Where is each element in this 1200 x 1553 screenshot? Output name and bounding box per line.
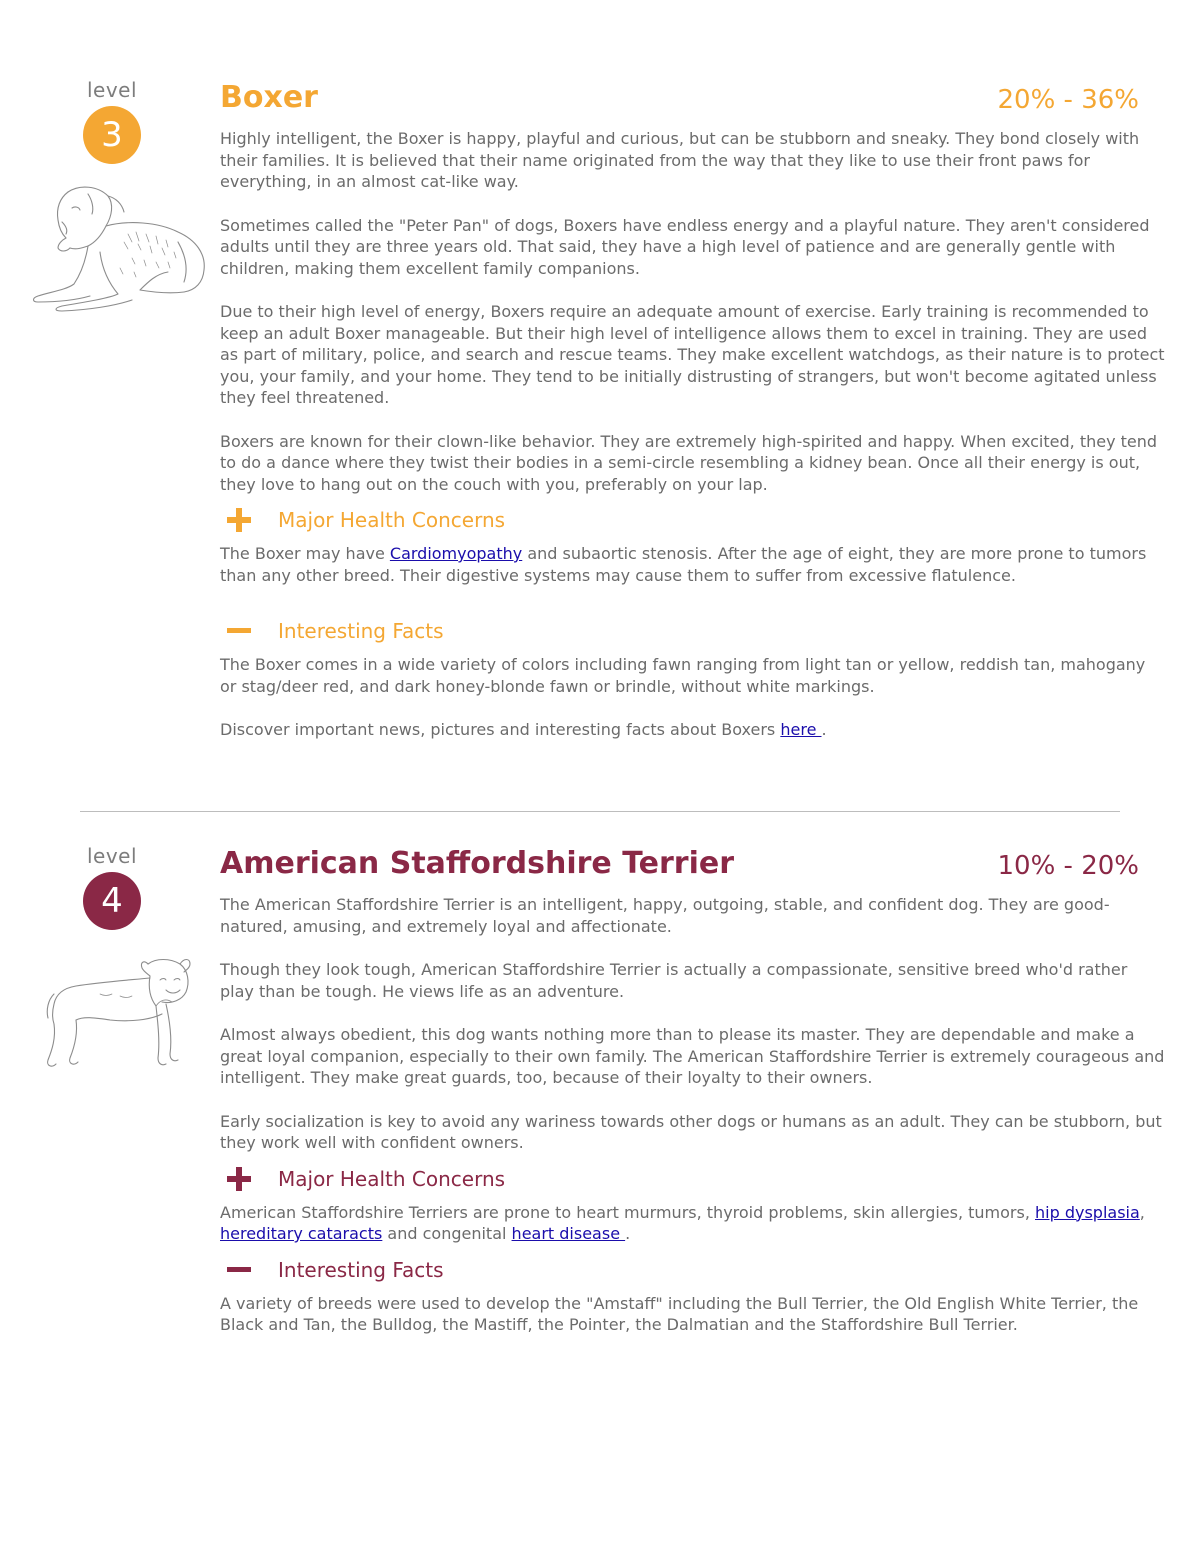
breed-title: American Staffordshire Terrier xyxy=(220,846,735,881)
level-badge: 4 xyxy=(83,872,141,930)
description-paragraph: Highly intelligent, the Boxer is happy, playful and curious, but can be stubborn and sneaky. They bond closely with their families. It is believed that their name originated from the way that they like to use their front paws for everything, in an almost cat-like way. xyxy=(220,129,1140,191)
health-text: , xyxy=(1139,1202,1145,1222)
level-label: level xyxy=(86,78,138,102)
health-concerns-title: Major Health Concerns xyxy=(278,508,506,532)
description-paragraph: Boxers are known for their clown-like behavior. They are extremely high-spirited and happy. When excited, they tend to do a dance where they twist their bodies in a semi-circle resembling a kidney bean. Once all their energy is out, they love to hang out on the couch with you, preferably on your lap. xyxy=(220,431,1158,494)
hereditary-cataracts-link[interactable]: hereditary cataracts xyxy=(220,1224,383,1243)
level-badge: 3 xyxy=(83,106,141,164)
interesting-facts-text: A variety of breeds were used to develop the "Amstaff" including the Bull Terrier, the Old English White Terrier, the Black and Tan, the Bulldog, the Mastiff, the Pointer, the Dalmatian and the Staffordshire Bull Terrier. xyxy=(220,1293,1139,1334)
here-link[interactable]: here xyxy=(780,720,822,739)
description-paragraph: Due to their high level of energy, Boxers require an adequate amount of exercise. Early training is recommended to keep an adult Boxer manageable. But their high level of intelligence allows them to excel in training. They are used as part of military, police, and search and rescue teams. They make excellent watchdogs, as their nature is to protect you, your family, and your home. They tend to be initially distrusting of strangers, but won't become agitated unless they feel threatened. xyxy=(220,302,1165,407)
plus-icon xyxy=(218,503,260,537)
section-divider xyxy=(80,811,1120,812)
plus-icon xyxy=(218,1162,260,1196)
interesting-facts-heading xyxy=(220,1253,1165,1287)
level-label: level xyxy=(86,844,138,868)
health-concerns-heading xyxy=(220,1162,1165,1196)
health-text: The Boxer may have xyxy=(220,544,390,563)
minus-icon xyxy=(218,1253,260,1287)
health-text: and subaortic stenosis. After the age of eight, they are more prone to tumors than any other breed. Their digestive systems may cause them to suffer from excessive flatulence. xyxy=(220,544,1147,585)
hip-dysplasia-link[interactable]: hip dysplasia xyxy=(1035,1202,1140,1222)
discover-label: Discover important news, pictures and interesting facts about Boxers xyxy=(220,720,781,739)
level-indicator xyxy=(60,78,164,164)
heart-disease-link[interactable]: heart disease xyxy=(511,1224,626,1243)
breed-title: Boxer xyxy=(220,80,318,115)
interesting-facts-text: The Boxer comes in a wide variety of colors including fawn ranging from light tan or yellow, reddish tan, mahogany or stag/deer red, and dark honey-blonde fawn or brindle, without white markings. xyxy=(220,655,1146,696)
health-text: . xyxy=(625,1224,631,1243)
breed-description xyxy=(220,894,1165,1358)
description-paragraph: The American Staffordshire Terrier is an intelligent, happy, outgoing, stable, and confident dog. They are good-natured, amusing, and extremely loyal and affectionate. xyxy=(220,895,1110,936)
discover-text xyxy=(220,719,1165,741)
health-concerns-text xyxy=(220,1202,1165,1245)
description-paragraph: Almost always obedient, this dog wants nothing more than to please its master. They are dependable and make a great loyal companion, especially to their own family. The American Staffordshire Terrier is extremely courageous and intelligent. They make great guards, too, because of their loyalty to their owners. xyxy=(220,1025,1165,1087)
health-text: and congenital xyxy=(382,1224,512,1243)
health-concerns-heading xyxy=(220,503,1165,537)
description-paragraph: Sometimes called the "Peter Pan" of dogs, Boxers have endless energy and a playful nature. They aren't considered adults until they are three years old. That said, they have a high level of patience and are generally gentle with children, making them excellent family companions. xyxy=(220,215,1150,278)
health-concerns-text xyxy=(220,543,1165,586)
health-text: American Staffordshire Terriers are prone to heart murmurs, thyroid problems, skin allergies, tumors, xyxy=(220,1202,1036,1222)
description-paragraph: Early socialization is key to avoid any wariness towards other dogs or humans as an adult. They can be stubborn, but they work well with confident owners. xyxy=(220,1111,1162,1152)
breed-percentage: 20% - 36% xyxy=(997,85,1139,115)
discover-end: . xyxy=(821,720,827,739)
interesting-facts-heading xyxy=(220,614,1165,648)
breed-percentage: 10% - 20% xyxy=(997,851,1139,881)
amstaff-illustration xyxy=(40,954,200,1074)
minus-icon xyxy=(218,614,260,648)
breed-description xyxy=(220,128,1165,763)
interesting-facts-title: Interesting Facts xyxy=(278,1257,444,1282)
boxer-illustration xyxy=(28,182,213,312)
interesting-facts-title: Interesting Facts xyxy=(278,619,444,643)
description-paragraph: Though they look tough, American Staffordshire Terrier is actually a compassionate, sensitive breed who'd rather play than be tough. He views life as an adventure. xyxy=(220,960,1128,1001)
cardiomyopathy-link[interactable]: Cardiomyopathy xyxy=(389,544,523,563)
level-indicator xyxy=(60,844,164,930)
health-concerns-title: Major Health Concerns xyxy=(278,1166,506,1191)
